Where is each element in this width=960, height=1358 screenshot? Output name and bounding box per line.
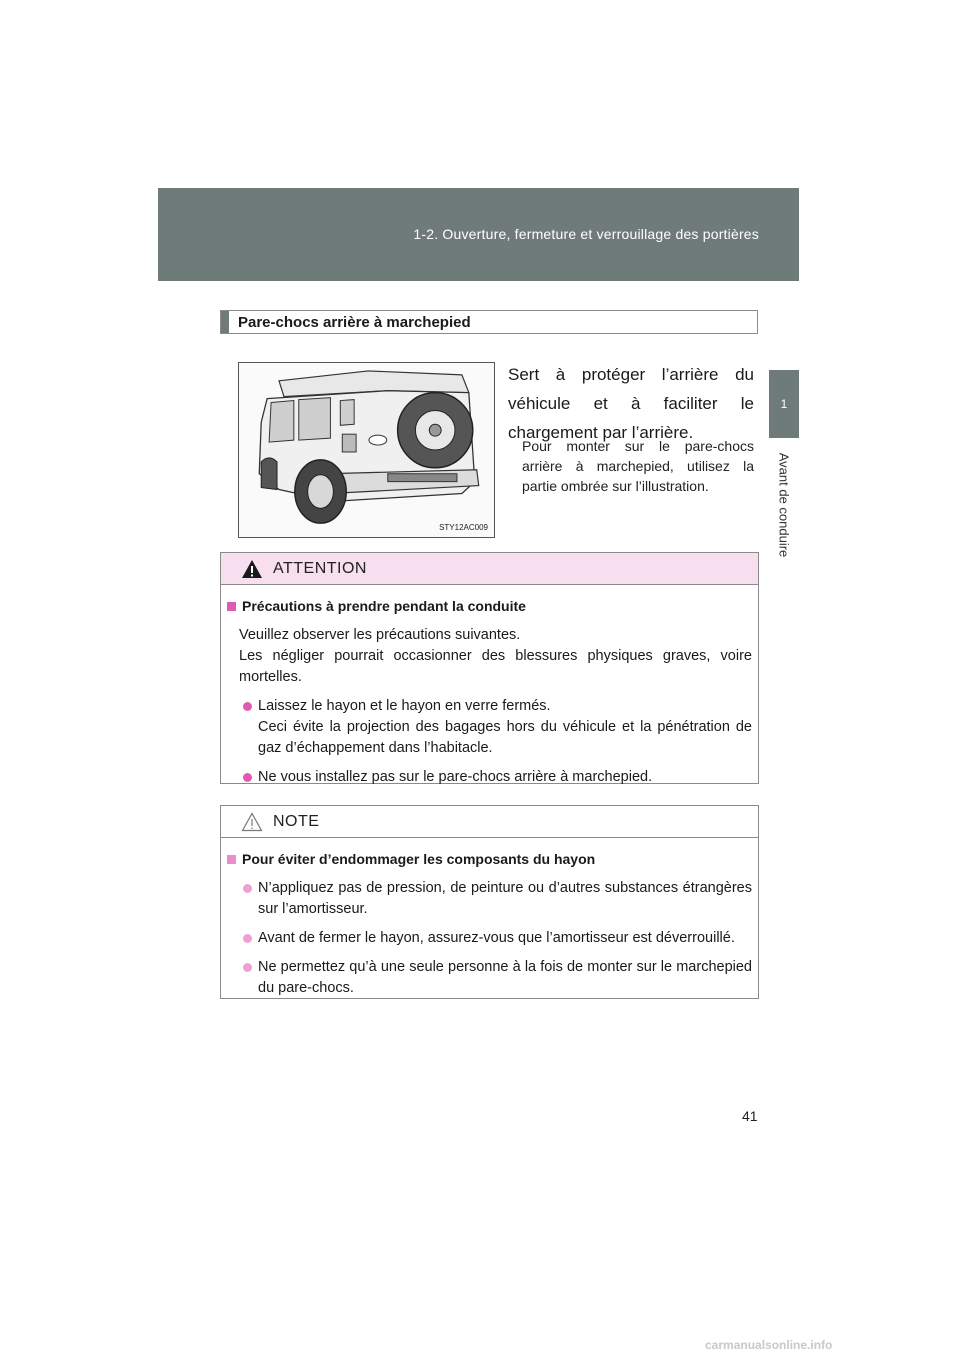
- chapter-tab: [769, 370, 799, 438]
- header-band: [158, 188, 799, 281]
- round-bullet-icon: [243, 773, 252, 782]
- page-number: 41: [742, 1108, 758, 1124]
- note-label: NOTE: [273, 812, 320, 830]
- warning-subhead: Précautions à prendre pendant la conduite: [227, 596, 752, 617]
- section-heading: [220, 310, 758, 334]
- watermark: carmanualsonline.info: [705, 1338, 833, 1352]
- chapter-number: 1: [780, 397, 788, 411]
- warning-header: [221, 553, 758, 585]
- warning-icon: [241, 559, 263, 579]
- breadcrumb: 1-2. Ouverture, fermeture et verrouillage des portières: [413, 226, 759, 242]
- figure-code: STY12AC009: [439, 523, 488, 532]
- note-header: [221, 806, 758, 838]
- warning-box: [220, 552, 759, 784]
- note-bullet: Ne permettez qu’à une seule personne à la fois de monter sur le marchepied du pare-chocs.: [243, 957, 752, 999]
- round-bullet-icon: [243, 702, 252, 711]
- round-bullet-icon: [243, 884, 252, 893]
- round-bullet-icon: [243, 963, 252, 972]
- chapter-label: Avant de conduire: [776, 452, 792, 558]
- note-bullet: Avant de fermer le hayon, assurez-vous que l’amortisseur est déverrouillé.: [243, 928, 752, 949]
- vehicle-illustration: [238, 362, 495, 538]
- warning-bullet: Laissez le hayon et le hayon en verre fermés. Ceci évite la projection des bagages hors du véhicule et la pénétration de gaz d’échappement dans l’habitacle.: [243, 696, 752, 759]
- note-bullet: N’appliquez pas de pression, de peinture ou d’autres substances étrangères sur l’amortisseur.: [243, 878, 752, 920]
- warning-bullet: Ne vous installez pas sur le pare-chocs arrière à marchepied.: [243, 767, 752, 788]
- square-bullet-icon: [227, 602, 236, 611]
- intro-text: Sert à protéger l’arrière du véhicule et à faciliter le chargement par l’arrière.: [508, 365, 754, 442]
- square-bullet-icon: [227, 855, 236, 864]
- section-title: Pare-chocs arrière à marchepied: [238, 313, 471, 331]
- vehicle-rear-drawing: [239, 363, 494, 537]
- instruction-text: Pour monter sur le pare-chocs arrière à marchepied, utilisez la partie ombrée sur l’illustration.: [522, 438, 754, 494]
- heading-bar: [221, 311, 229, 333]
- note-box: [220, 805, 759, 999]
- warning-paragraph: Veuillez observer les précautions suivantes. Les négliger pourrait occasionner des blessures physiques graves, voire mortelles.: [239, 627, 752, 685]
- round-bullet-icon: [243, 934, 252, 943]
- note-subhead: Pour éviter d’endommager les composants du hayon: [227, 849, 752, 870]
- caution-outline-icon: [241, 812, 263, 832]
- warning-label: ATTENTION: [273, 559, 367, 577]
